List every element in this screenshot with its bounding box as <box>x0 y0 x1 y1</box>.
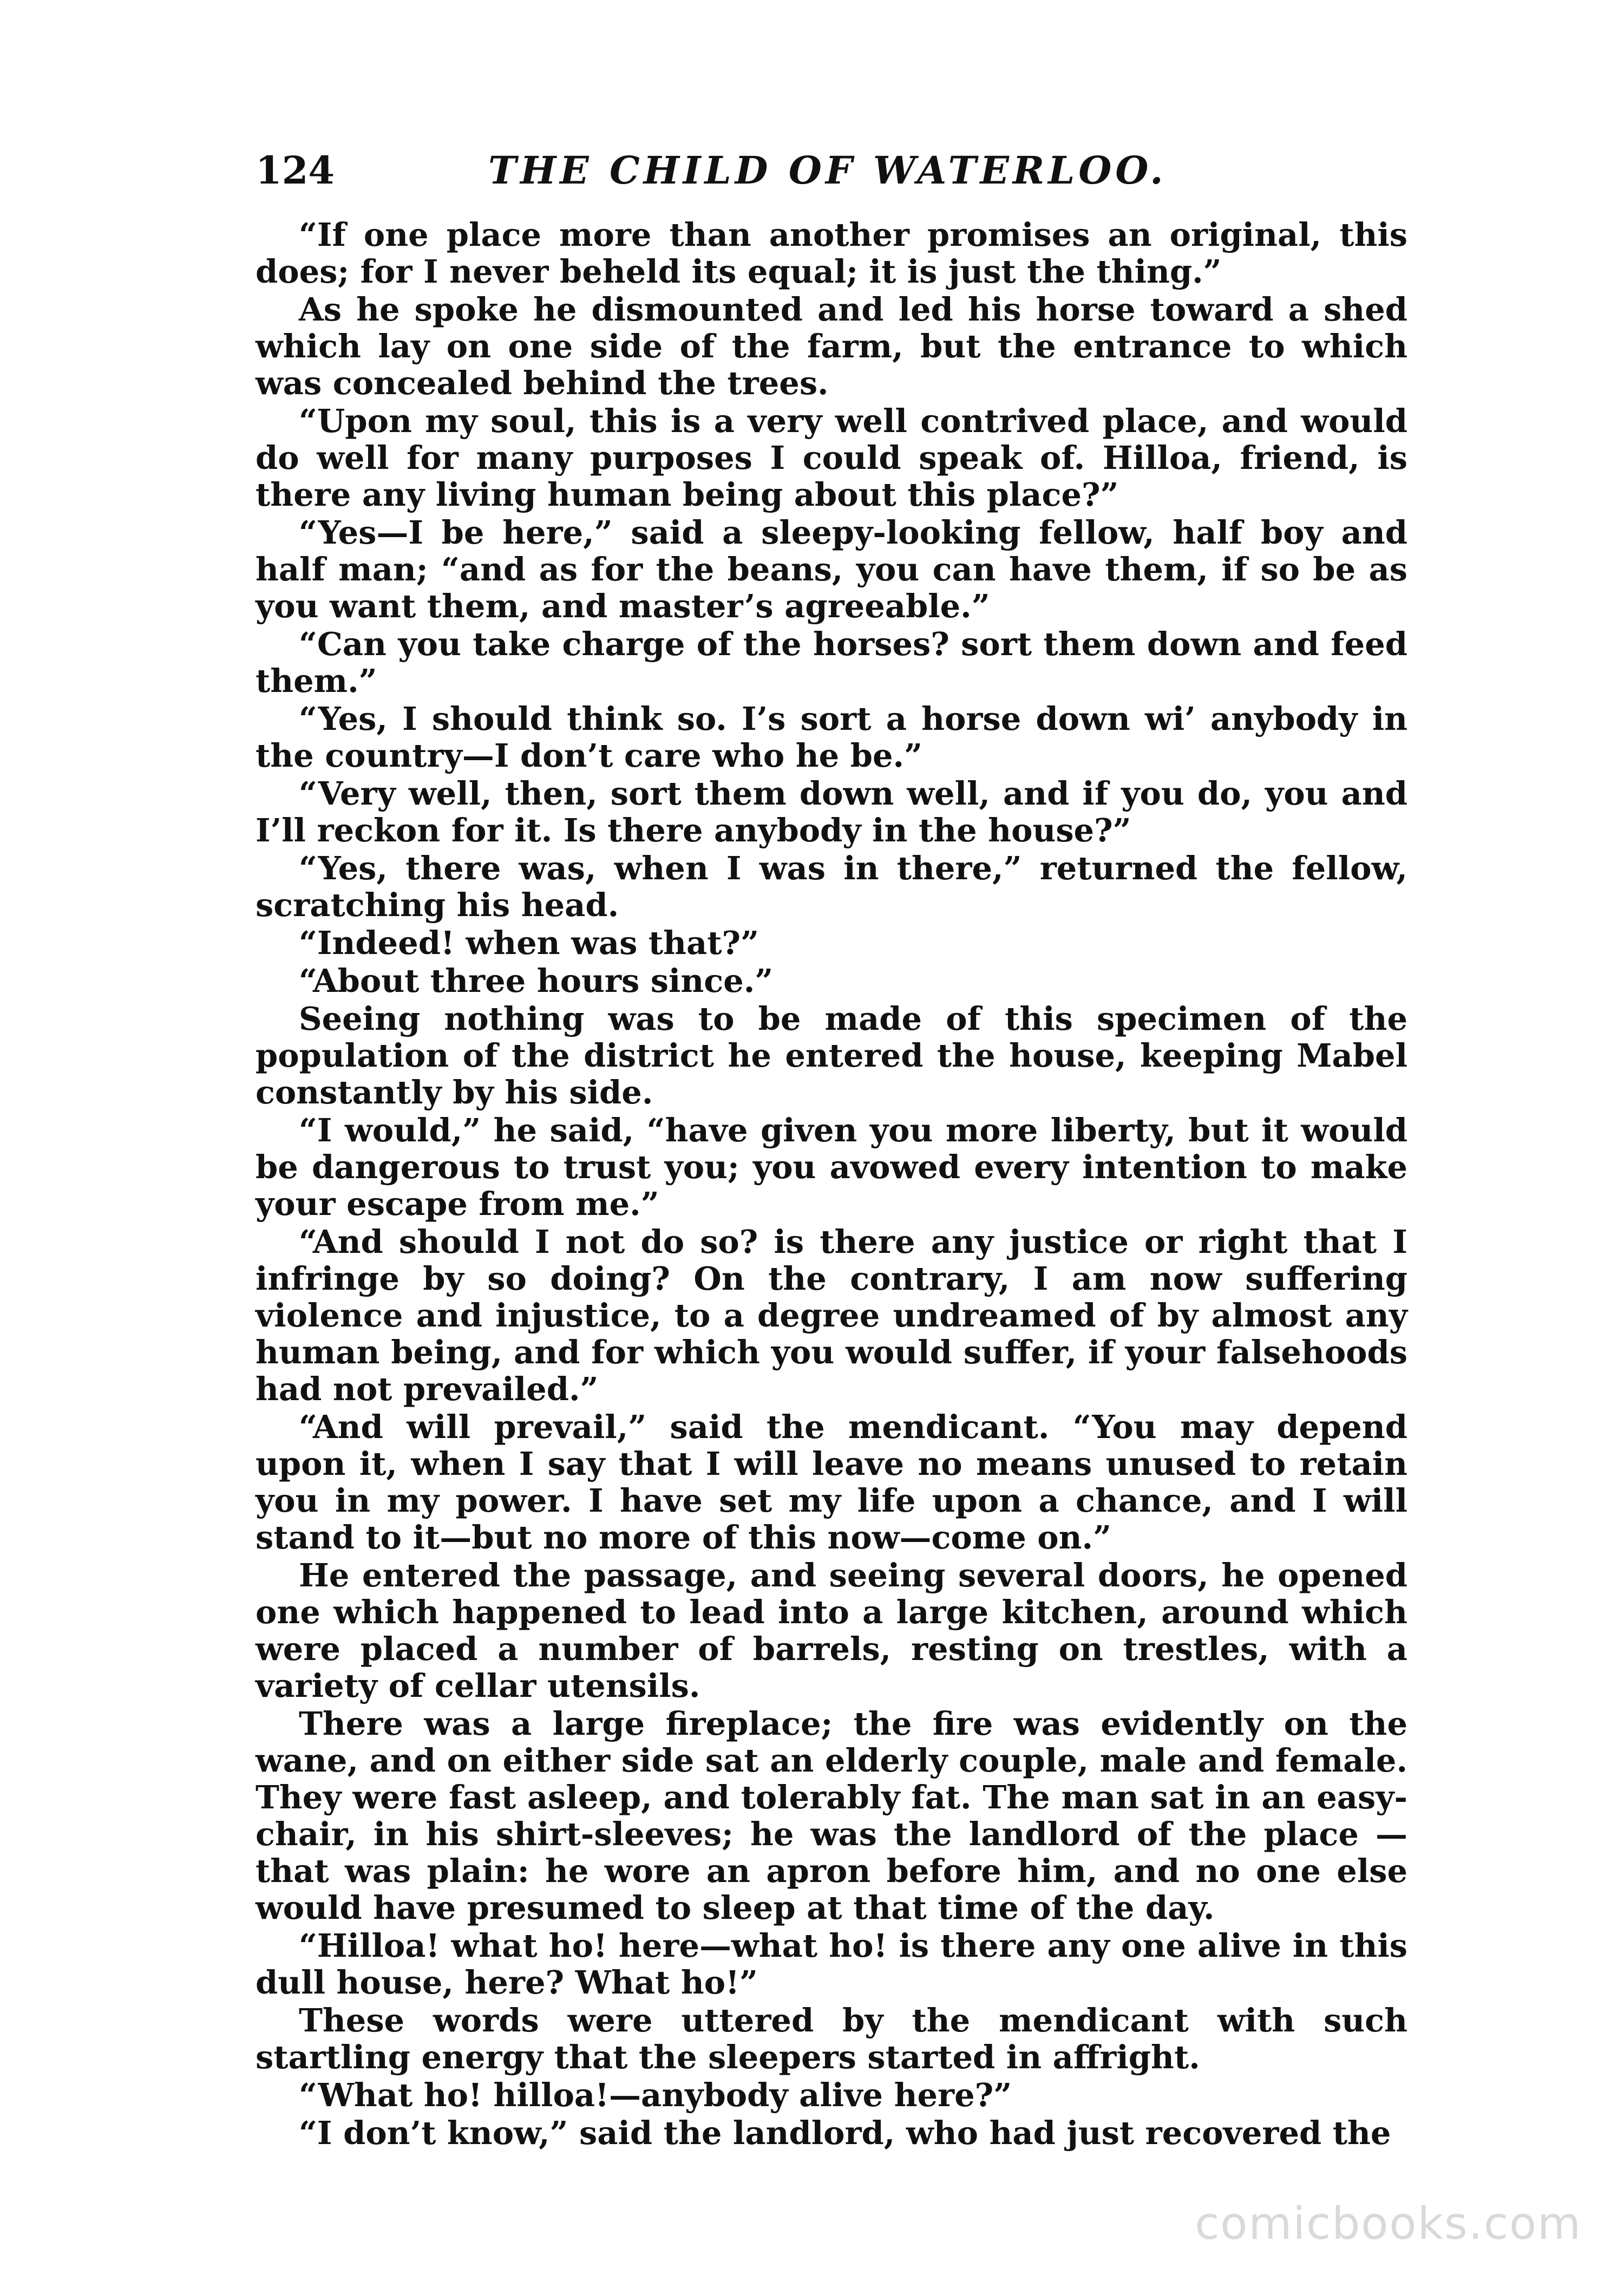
paragraph: “Yes, I should think so. I’s sort a horse down wi’ anybody in the country—I don’t care who he be.” <box>256 700 1407 774</box>
page-number: 124 <box>256 148 335 193</box>
paragraph: “And will prevail,” said the mendicant. “You may depend upon it, when I say that I will leave no means unused to retain you in my power. I have set my life upon a chance, and I will stand to it—but no more of this now—come on.” <box>256 1408 1407 1556</box>
paragraph: He entered the passage, and seeing several doors, he opened one which happened to lead into a large kitchen, around which were placed a number of barrels, resting on trestles, with a variety of cellar utensils. <box>256 1557 1407 1704</box>
page-header <box>256 143 1403 203</box>
paragraph: As he spoke he dismounted and led his horse toward a shed which lay on one side of the farm, but the entrance to which was concealed behind the trees. <box>256 291 1407 402</box>
paragraph: “Upon my soul, this is a very well contrived place, and would do well for many purposes I could speak of. Hilloa, friend, is there any living human being about this place?” <box>256 402 1407 513</box>
paragraph: “Indeed! when was that?” <box>299 924 759 962</box>
paragraph: “Can you take charge of the horses? sort them down and feed them.” <box>256 625 1407 700</box>
paragraph: “Yes—I be here,” said a sleepy-looking fellow, half boy and half man; “and as for the beans, you can have them, if so be as you want them, and master’s agreeable.” <box>256 514 1407 625</box>
paragraph: “About three hours since.” <box>299 962 774 999</box>
running-title: THE CHILD OF WATERLOO. <box>488 148 1167 193</box>
paragraph: “Very well, then, sort them down well, and if you do, you and I’ll reckon for it. Is there anybody in the house?” <box>256 775 1407 849</box>
paragraph: “Yes, there was, when I was in there,” returned the fellow, scratching his head. <box>256 850 1407 924</box>
paragraph: “If one place more than another promises an original, this does; for I never beheld its equal; it is just the thing.” <box>256 216 1407 290</box>
watermark: comicbooks.com <box>1195 2198 1582 2250</box>
paragraph: “I don’t know,” said the landlord, who had just recovered the <box>299 2114 1391 2152</box>
paragraph: These words were uttered by the mendicant with such startling energy that the sleepers started in affright. <box>256 2002 1407 2076</box>
paragraph: There was a large fireplace; the fire was evidently on the wane, and on either side sat an elderly couple, male and female. They were fast asleep, and tolerably fat. The man sat in an easy-chair, in his shirt-sleeves; he was the landlord of the place —that was plain: he wore an apron before him, and no one else would have presumed to sleep at that time of the day. <box>256 1705 1407 1926</box>
paragraph: “What ho! hilloa!—anybody alive here?” <box>299 2076 1012 2114</box>
paragraph: “Hilloa! what ho! here—what ho! is there any one alive in this dull house, here? What ho!” <box>256 1927 1407 2001</box>
paragraph: Seeing nothing was to be made of this specimen of the population of the district he entered the house, keeping Mabel constantly by his side. <box>256 1000 1407 1111</box>
paragraph: “I would,” he said, “have given you more liberty, but it would be dangerous to trust you; you avowed every intention to make your escape from me.” <box>256 1112 1407 1223</box>
body-text <box>256 217 1407 2153</box>
paragraph: “And should I not do so? is there any justice or right that I infringe by so doing? On the contrary, I am now suffering violence and injustice, to a degree undreamed of by almost any human being, and for which you would suffer, if your falsehoods had not prevailed.” <box>256 1223 1407 1408</box>
